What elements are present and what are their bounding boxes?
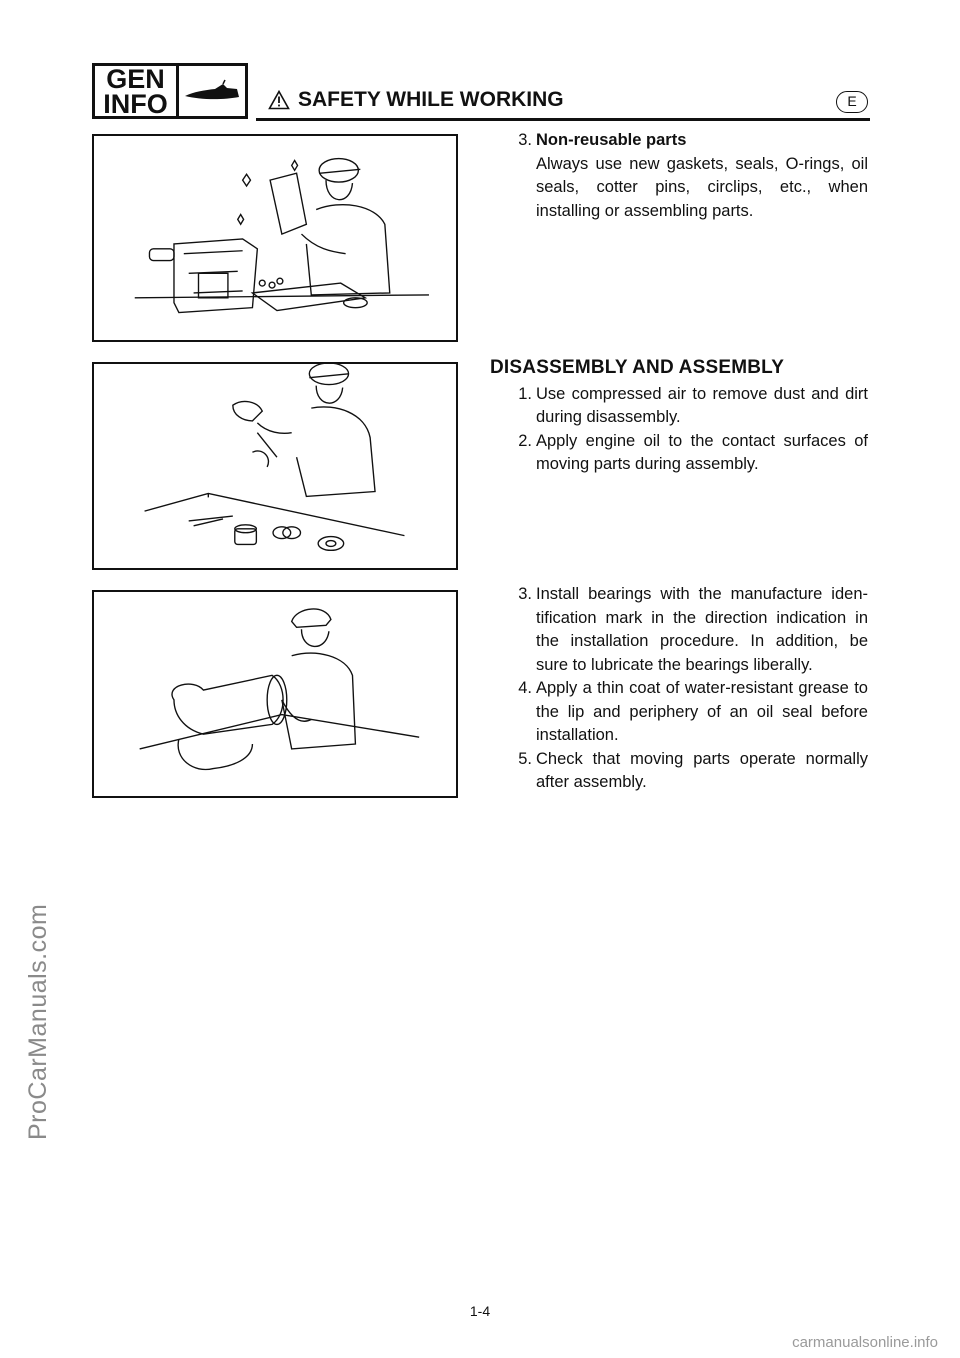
- item-text: Check that moving parts operate normally after assembly.: [536, 749, 868, 791]
- figure-bearing-installation: [92, 590, 458, 798]
- assembly-items: [490, 583, 868, 795]
- header-rule: [256, 118, 870, 121]
- item-text: Apply engine oil to the contact surfaces of moving parts during assembly.: [536, 431, 868, 473]
- item-title: Non-reusable parts: [536, 131, 687, 149]
- warning-triangle-icon: [268, 90, 290, 110]
- list-item: [490, 383, 868, 430]
- footer-watermark: carmanualsonline.info: [792, 1334, 938, 1351]
- item-text: Always use new gaskets, seals, O-rings, oil seals, cotter pins, circlips, etc., when installing or assembling parts.: [536, 154, 868, 220]
- item-number: 2.: [518, 431, 532, 450]
- language-badge: E: [836, 91, 868, 113]
- list-item: [490, 129, 868, 223]
- section-tab-label: [95, 64, 179, 119]
- disassembly-section: [490, 356, 868, 477]
- side-watermark: ProCarManuals.com: [24, 903, 52, 1140]
- info-label: INFO: [103, 89, 168, 119]
- figure-non-reusable-parts: [92, 134, 458, 342]
- page-number: 1-4: [469, 1303, 491, 1319]
- figure-disassembly: [92, 362, 458, 570]
- item-text: Install bearings with the manufacture iden-tification mark in the direction indication in the installation procedure. In addition, be sure to lubricate the bearings liberally.: [536, 585, 868, 674]
- item-number: 4.: [518, 679, 532, 697]
- list-item: [490, 677, 868, 748]
- page-title-text: SAFETY WHILE WORKING: [298, 88, 564, 111]
- section-heading: DISASSEMBLY AND ASSEMBLY: [490, 357, 785, 378]
- item-text: Use compressed air to remove dust and dirt during disassembly.: [536, 384, 868, 426]
- item-number: 1.: [518, 384, 532, 403]
- list-item: [490, 748, 868, 795]
- page-title: [268, 88, 564, 112]
- watercraft-icon: [179, 66, 245, 116]
- gen-label: GEN: [106, 64, 165, 94]
- item-number: 3.: [518, 131, 532, 149]
- item-text: Apply a thin coat of water-resistant grease to the lip and periphery of an oil seal before installation.: [536, 679, 868, 744]
- item-number: 5.: [518, 749, 532, 768]
- non-reusable-parts-block: [490, 129, 868, 223]
- section-tab: [92, 63, 248, 119]
- list-item: [490, 583, 868, 677]
- item-number: 3.: [518, 585, 532, 603]
- list-item: [490, 430, 868, 477]
